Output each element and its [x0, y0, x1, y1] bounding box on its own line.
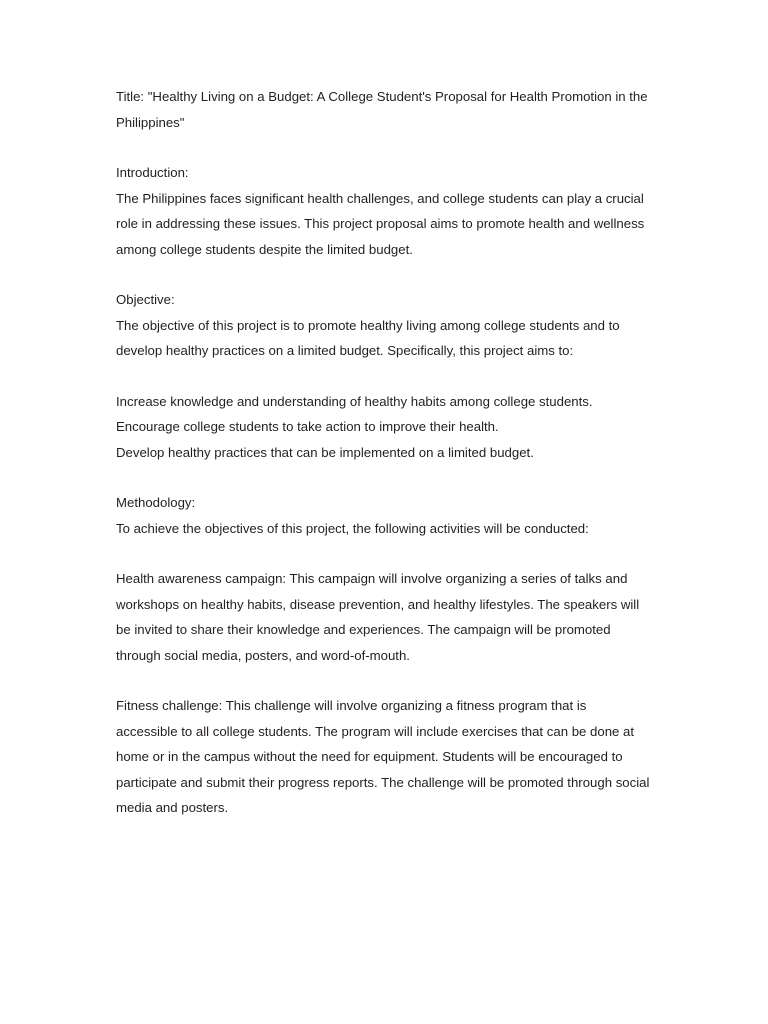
- introduction-text: The Philippines faces significant health challenges, and college students can play a crucial role in addressing these issues. This project proposal aims to promote health and wellness among college students despite the limited budget.: [116, 190, 645, 257]
- objective-text: The objective of this project is to promote healthy living among college students and to develop healthy practices on a limited budget. Specifically, this project aims to:: [116, 317, 620, 358]
- list-item: Encourage college students to take action to improve their health.: [116, 419, 499, 434]
- objective-items-list: [116, 389, 650, 466]
- methodology-intro: To achieve the objectives of this project, the following activities will be conducted:: [116, 520, 589, 536]
- document-title: Title: "Healthy Living on a Budget: A College Student's Proposal for Health Promotion in the Philippines": [116, 89, 648, 130]
- methodology-section: [116, 490, 650, 541]
- objective-section: [116, 287, 650, 364]
- list-item: Increase knowledge and understanding of healthy habits among college students.: [116, 393, 593, 409]
- introduction-heading: Introduction:: [116, 165, 189, 180]
- methodology-activity: Fitness challenge: This challenge will involve organizing a fitness program that is accessible to all college students. The program will include exercises that can be done at home or in the campus without the need for equipment. Students will be encouraged to participate and submit their progress reports. The challenge will be promoted through social media and posters.: [116, 698, 650, 815]
- methodology-heading: Methodology:: [116, 495, 196, 510]
- objective-heading: Objective:: [116, 292, 175, 307]
- methodology-activity: Health awareness campaign: This campaign will involve organizing a series of talks and workshops on healthy habits, disease prevention, and healthy lifestyles. The speakers will be invited to share their knowledge and experiences. The campaign will be promoted through social media, posters, and word-of-mouth.: [116, 571, 640, 663]
- list-item: Develop healthy practices that can be implemented on a limited budget.: [116, 444, 534, 460]
- introduction-section: [116, 160, 650, 262]
- document-body: [116, 84, 650, 821]
